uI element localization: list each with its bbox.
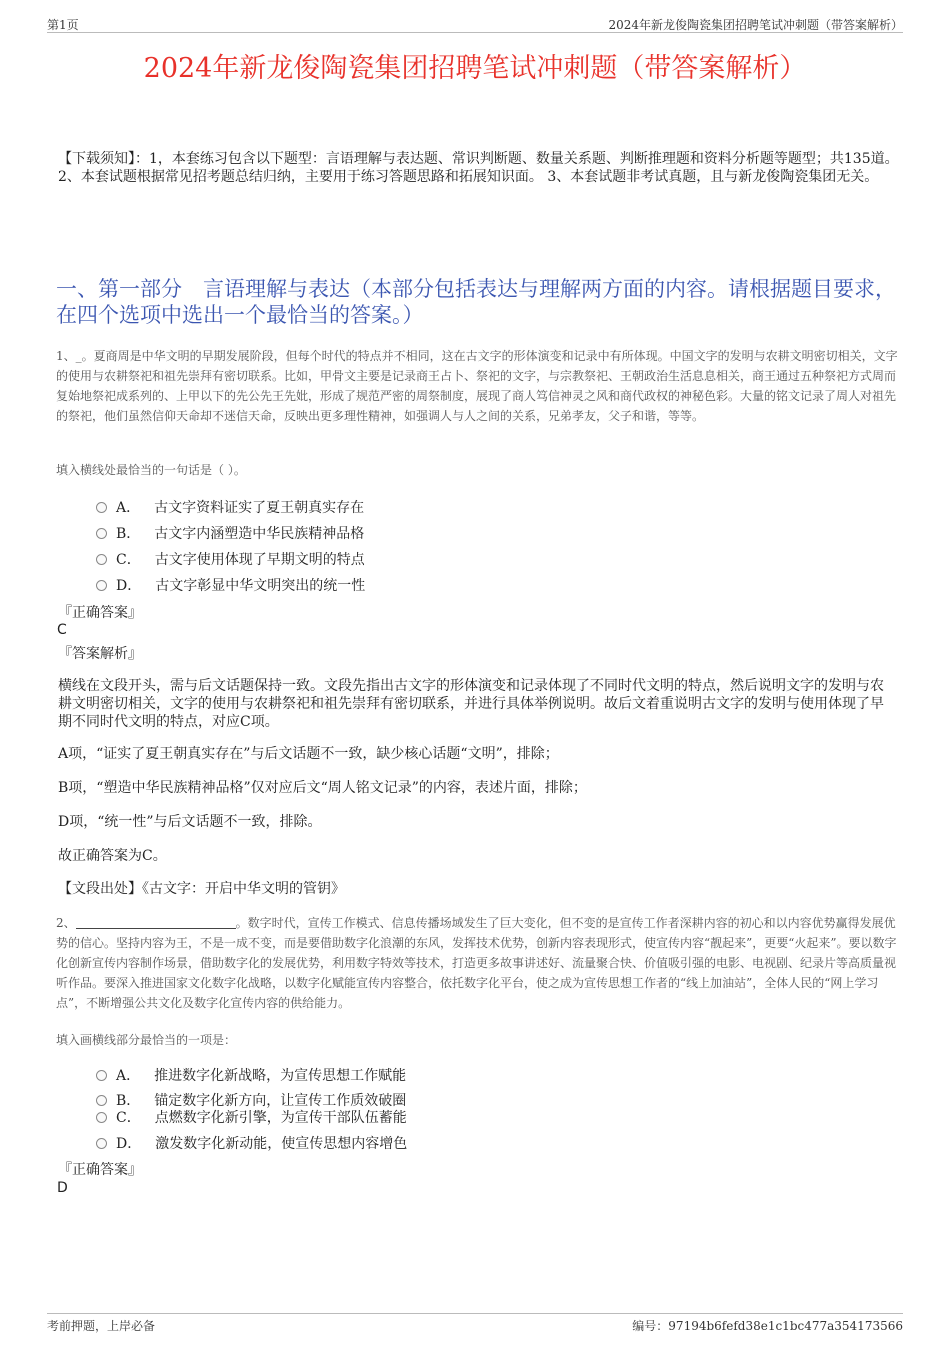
radio-icon[interactable]	[96, 502, 107, 513]
q1-answer-label: 『正确答案』	[58, 605, 142, 621]
radio-icon[interactable]	[96, 528, 107, 539]
document-title: 2024年新龙俊陶瓷集团招聘笔试冲刺题（带答案解析）	[143, 53, 807, 84]
q1-source: 【文段出处】《古文字：开启中华文明的管钥》	[58, 881, 345, 897]
question-1-text: 夏商周是中华文明的早期发展阶段，但每个时代的特点并不相同，这在古文字的形体演变和记录中有所体现。中国文字的发明与农耕文明密切相关，文字的使用与农耕祭祀和祖先崇拜有密切联系。比如，甲骨文主要是记录商王占卜、祭祀的文字，与宗教祭祀、王朝政治生活息息相关，商王通过五种祭祀方式周而复始地祭祀成系列的、上甲以下的先公先王先妣，形成了规范严密的周祭制度，展现了商人笃信神灵之风和商代政权的神秘色彩。大量的铭文记录了周人对祖先的祭祀，他们虽然信仰天命却不迷信天命，反映出更多理性精神，如强调人与人之间的关系，兄弟孝友，父子和谐，等等。	[56, 349, 898, 423]
question-1-stem	[56, 346, 898, 426]
question-2-number: 2、	[56, 916, 76, 930]
fill-blank-line	[76, 916, 236, 929]
q2-answer-label: 『正确答案』	[58, 1162, 142, 1178]
q1-analysis-d: D项，“统一性”与后文话题不一致，排除。	[58, 814, 322, 830]
question-2-stem	[56, 913, 898, 1013]
q2-option-a[interactable]: A． 推进数字化新战略，为宣传思想工作赋能	[96, 1065, 406, 1085]
q1-analysis-b: B项，“塑造中华民族精神品格”仅对应后文“周人铭文记录”的内容，表述片面，排除；	[58, 780, 587, 796]
download-notice: 【下载须知】：1，本套练习包含以下题型：言语理解与表达题、常识判断题、数量关系题、判断推理题和资料分析题等题型；共135道。 2、本套试题根据常见招考题总结归纳，主要用于练习答题思路和拓展知识面。 3、本套试题非考试真题，且与新龙俊陶瓷集团无关。	[58, 151, 899, 185]
q1-option-c[interactable]: C． 古文字使用体现了早期文明的特点	[96, 549, 365, 569]
q1-analysis-label: 『答案解析』	[58, 646, 142, 662]
page-number: 第1页	[47, 18, 79, 32]
q1-option-d[interactable]: D． 古文字彰显中华文明突出的统一性	[96, 575, 365, 595]
q2-answer: D	[57, 1180, 68, 1196]
q2-option-b[interactable]: B． 锚定数字化新方向，让宣传工作质效破圈	[96, 1090, 406, 1110]
q1-option-a[interactable]: A． 古文字资料证实了夏王朝真实存在	[96, 497, 364, 517]
radio-icon[interactable]	[96, 1070, 107, 1081]
q1-analysis-a: A项，“证实了夏王朝真实存在”与后文话题不一致，缺少核心话题“文明”，排除；	[58, 746, 559, 762]
radio-icon[interactable]	[96, 1095, 107, 1106]
q2-option-d[interactable]: D． 激发数字化新动能，使宣传思想内容增色	[96, 1133, 407, 1153]
question-1-prompt: 填入横线处最恰当的一句话是（ ）。	[56, 463, 246, 477]
footer-serial: 编号：97194b6fefd38e1c1bc477a354173566	[632, 1319, 903, 1333]
page-footer	[47, 1313, 903, 1332]
radio-icon[interactable]	[96, 1112, 107, 1123]
radio-icon[interactable]	[96, 554, 107, 565]
q2-option-c[interactable]: C． 点燃数字化新引擎，为宣传干部队伍蓄能	[96, 1107, 407, 1127]
section-title: 一、第一部分 言语理解与表达（本部分包括表达与理解两方面的内容。请根据题目要求，在四个选项中选出一个最恰当的答案。）	[56, 277, 896, 327]
radio-icon[interactable]	[96, 580, 107, 591]
q1-option-b[interactable]: B． 古文字内涵塑造中华民族精神品格	[96, 523, 364, 543]
radio-icon[interactable]	[96, 1138, 107, 1149]
question-2-prompt: 填入画横线部分最恰当的一项是：	[56, 1033, 237, 1047]
header-doc-title: 2024年新龙俊陶瓷集团招聘笔试冲刺题（带答案解析）	[608, 18, 903, 32]
footer-slogan: 考前押题，上岸必备	[47, 1319, 156, 1333]
q1-analysis-conclusion: 故正确答案为C。	[58, 848, 167, 864]
q1-answer: C	[57, 622, 67, 638]
question-1-number: 1、_。	[56, 349, 94, 363]
question-2-text: 。数字时代，宣传工作模式、信息传播场域发生了巨大变化，但不变的是宣传工作者深耕内容的初心和以内容优势赢得发展优势的信心。坚持内容为王，不是一成不变，而是要借助数字化浪潮的东风，发挥技术优势，创新内容表现形式，使宣传内容“靓起来”，更要“火起来”。要以数字化创新宣传内容制作场景，借助数字化的发展优势，利用数字特效等技术，打造更多故事讲述好、流量聚合快、价值吸引强的电影、电视剧、纪录片等高质量视听作品。要深入推进国家文化数字化战略，以数字化赋能宣传内容整合，依托数字化平台，使之成为宣传思想工作者的“线上加油站”，全体人民的“网上学习点”，不断增强公共文化及数字化宣传内容的供给能力。	[56, 916, 897, 1010]
page-header	[47, 14, 903, 33]
q1-analysis-main: 横线在文段开头，需与后文话题保持一致。文段先指出古文字的形体演变和记录体现了不同时代文明的特点，然后说明文字的发明与农耕文明密切相关，文字的使用与农耕祭祀和祖先崇拜有密切联系，并进行具体举例说明。故后文着重说明古文字的发明与使用体现了早期不同时代文明的特点，对应C项。	[58, 678, 884, 730]
